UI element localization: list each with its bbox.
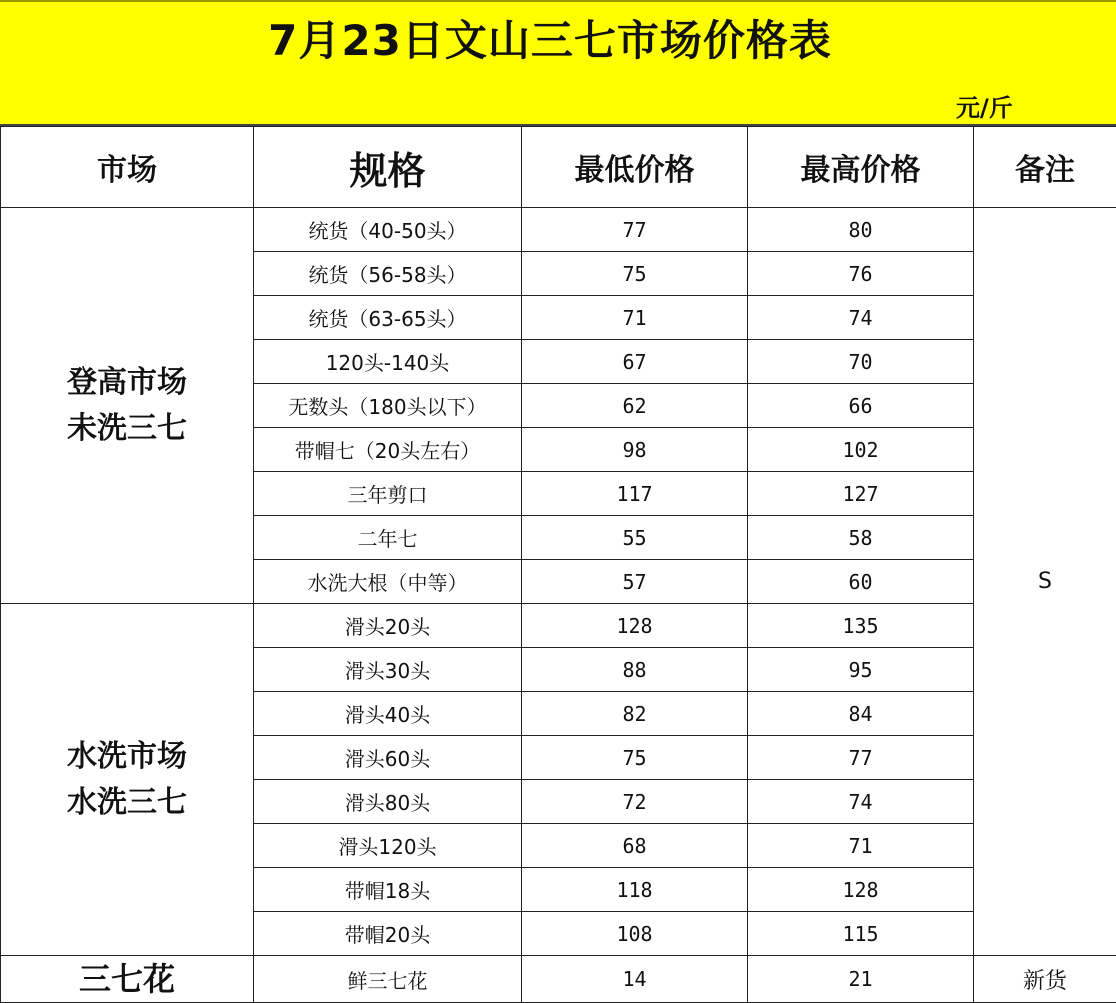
max-price-cell: 77 [748, 736, 974, 780]
market-label: 水洗三七 [1, 780, 253, 826]
max-price-cell: 66 [748, 384, 974, 428]
spec-cell: 滑头20头 [254, 604, 522, 648]
table-row [1, 604, 1116, 648]
max-price-cell: 76 [748, 252, 974, 296]
table-row [1, 208, 1116, 252]
max-price-cell: 84 [748, 692, 974, 736]
column-header-market: 市场 [1, 127, 254, 208]
max-price-cell: 71 [748, 824, 974, 868]
min-price-cell: 72 [522, 780, 748, 824]
min-price-cell: 71 [522, 296, 748, 340]
max-price-cell: 127 [748, 472, 974, 516]
spec-cell: 水洗大根（中等） [254, 560, 522, 604]
spec-cell: 三年剪口 [254, 472, 522, 516]
market-label: 未洗三七 [1, 406, 253, 452]
min-price-cell: 128 [522, 604, 748, 648]
header-row [1, 127, 1116, 208]
spec-cell: 滑头40头 [254, 692, 522, 736]
min-price-cell: 75 [522, 736, 748, 780]
market-cell [1, 208, 254, 604]
min-price-cell: 108 [522, 912, 748, 956]
max-price-cell: 102 [748, 428, 974, 472]
spec-cell: 滑头80头 [254, 780, 522, 824]
column-header-note: 备注 [974, 127, 1116, 208]
max-price-cell: 74 [748, 780, 974, 824]
spec-cell: 120头-140头 [254, 340, 522, 384]
max-price-cell: 95 [748, 648, 974, 692]
market-label: 水洗市场 [1, 734, 253, 780]
spec-cell: 统货（40-50头） [254, 208, 522, 252]
table-row-flower [1, 956, 1116, 1003]
min-price-cell: 75 [522, 252, 748, 296]
spec-cell: 统货（56-58头） [254, 252, 522, 296]
min-price-cell: 88 [522, 648, 748, 692]
spec-cell: 带帽20头 [254, 912, 522, 956]
max-price-cell: 60 [748, 560, 974, 604]
min-price-cell: 118 [522, 868, 748, 912]
spec-cell: 带帽七（20头左右） [254, 428, 522, 472]
max-price-cell: 115 [748, 912, 974, 956]
column-header-spec: 规格 [254, 127, 522, 208]
note-cell: 新货 [974, 956, 1116, 1003]
spec-cell: 滑头120头 [254, 824, 522, 868]
min-price-cell: 67 [522, 340, 748, 384]
min-price-cell: 68 [522, 824, 748, 868]
note-cell: S [974, 208, 1116, 956]
spec-cell: 带帽18头 [254, 868, 522, 912]
min-price-cell: 98 [522, 428, 748, 472]
max-price-cell: 80 [748, 208, 974, 252]
max-price-cell: 74 [748, 296, 974, 340]
min-price-cell: 57 [522, 560, 748, 604]
min-price-cell: 117 [522, 472, 748, 516]
max-price-cell: 135 [748, 604, 974, 648]
title-banner [0, 0, 1116, 126]
min-price-cell: 77 [522, 208, 748, 252]
market-cell [1, 604, 254, 956]
unit-label: 元/斤 [956, 88, 1013, 123]
max-price-cell: 21 [748, 956, 974, 1003]
max-price-cell: 58 [748, 516, 974, 560]
market-cell: 三七花 [1, 956, 254, 1003]
spec-cell: 滑头30头 [254, 648, 522, 692]
column-header-min-price: 最低价格 [522, 127, 748, 208]
max-price-cell: 128 [748, 868, 974, 912]
page-title: 7月23日文山三七市场价格表 [0, 8, 1100, 68]
market-label: 登高市场 [1, 360, 253, 406]
min-price-cell: 14 [522, 956, 748, 1003]
spec-cell: 统货（63-65头） [254, 296, 522, 340]
min-price-cell: 82 [522, 692, 748, 736]
min-price-cell: 55 [522, 516, 748, 560]
spec-cell: 鲜三七花 [254, 956, 522, 1003]
column-header-max-price: 最高价格 [748, 127, 974, 208]
spec-cell: 滑头60头 [254, 736, 522, 780]
max-price-cell: 70 [748, 340, 974, 384]
spec-cell: 无数头（180头以下） [254, 384, 522, 428]
spec-cell: 二年七 [254, 516, 522, 560]
min-price-cell: 62 [522, 384, 748, 428]
price-table [0, 126, 1116, 1003]
